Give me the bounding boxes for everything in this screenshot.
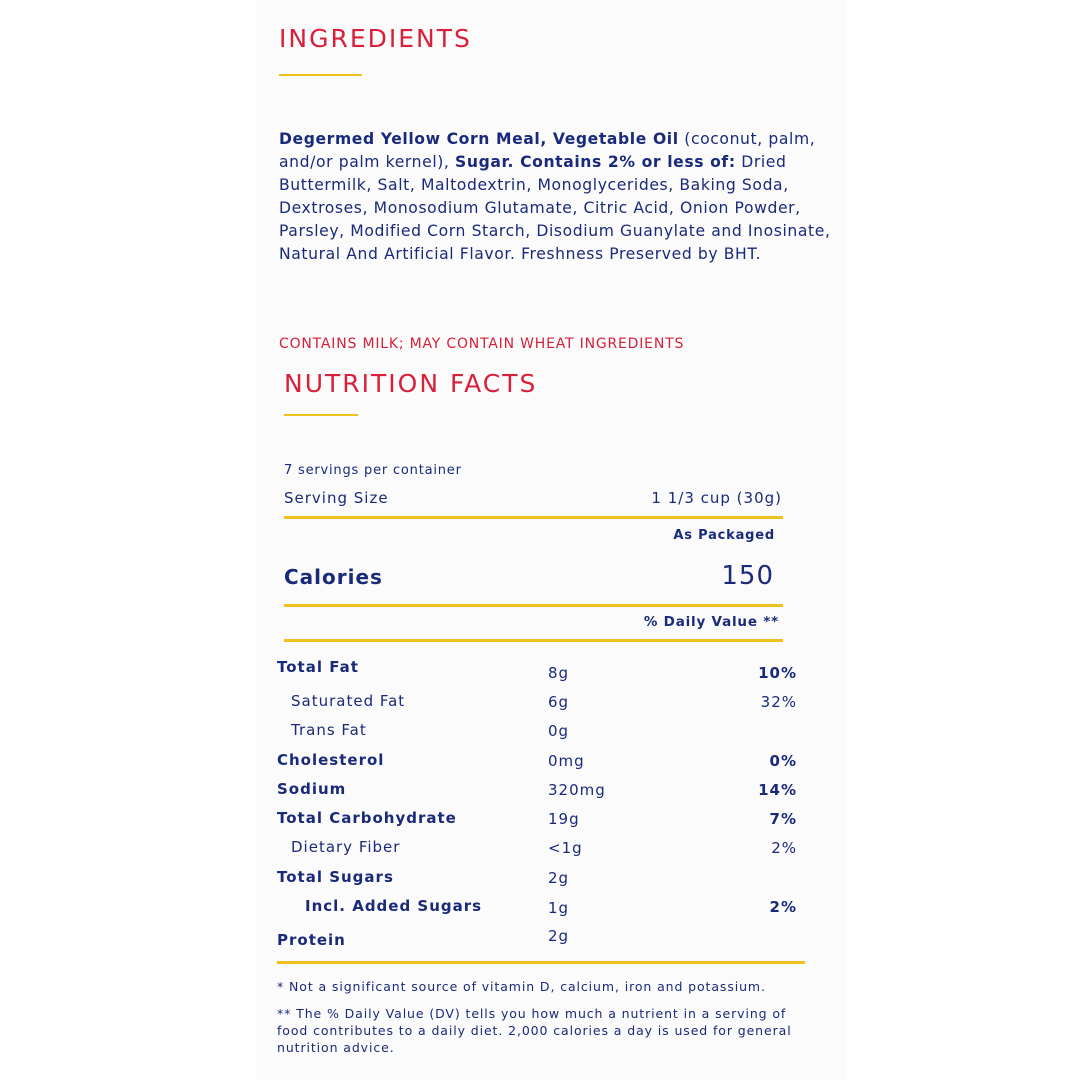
nutrient-name: Sodium — [277, 780, 347, 798]
nutrient-amount: 2g — [548, 869, 570, 887]
nutrient-amount: 320mg — [548, 781, 606, 799]
nutrition-heading: NUTRITION FACTS — [284, 369, 538, 398]
nutrient-amount: 8g — [548, 664, 570, 682]
nutrient-daily-value: 0% — [769, 752, 797, 770]
nutrient-row-trans-fat — [277, 721, 797, 745]
nutrient-daily-value: 10% — [758, 664, 797, 682]
daily-value-header: % Daily Value ** — [643, 614, 779, 630]
nutrient-name: Protein — [277, 931, 346, 949]
nutrient-name: Dietary Fiber — [291, 838, 401, 856]
calories-value: 150 — [721, 561, 774, 591]
ingredients-heading: INGREDIENTS — [279, 24, 472, 53]
nutrient-row-protein — [277, 927, 797, 955]
nutrient-row-added-sugars — [277, 897, 797, 921]
serving-rule — [284, 516, 783, 519]
nutrient-amount: <1g — [548, 839, 583, 857]
ingredients-list — [279, 128, 849, 266]
nutrient-name: Total Sugars — [277, 868, 394, 886]
daily-value-rule — [284, 639, 783, 642]
ingredients-heading-rule — [279, 74, 362, 76]
nutrient-daily-value: 32% — [760, 693, 797, 711]
serving-size-label: Serving Size — [284, 489, 389, 507]
ingredients-bold-2: Sugar. Contains 2% or less of: — [455, 153, 736, 171]
nutrients-bottom-rule — [277, 961, 805, 964]
as-packaged-label: As Packaged — [673, 528, 775, 543]
serving-size-value: 1 1/3 cup (30g) — [651, 489, 782, 507]
nutrient-daily-value: 14% — [758, 781, 797, 799]
nutrient-row-sodium — [277, 780, 797, 804]
nutrient-row-total-carbohydrate — [277, 809, 797, 833]
ingredients-text-1: (coconut, palm, and/or palm kernel), — [279, 130, 816, 171]
nutrient-name: Total Fat — [277, 658, 359, 676]
nutrient-daily-value: 2% — [769, 898, 797, 916]
ingredients-text-2: Dried Buttermilk, Salt, Maltodextrin, Monoglycerides, Baking Soda, Dextroses, Monosodium Glutamate, Citric Acid, Onion Powder, Parsley, Modified Corn Starch, Disodium Guanylate and Inosinate, Natural And Artificial Flavor. Freshness Preserved by BHT. — [279, 153, 831, 263]
nutrient-row-total-sugars — [277, 868, 797, 892]
nutrient-name: Total Carbohydrate — [277, 809, 457, 827]
nutrient-row-total-fat — [277, 658, 797, 682]
nutrient-amount: 0mg — [548, 752, 585, 770]
nutrient-row-saturated-fat — [277, 692, 797, 716]
nutrient-amount: 6g — [548, 693, 570, 711]
nutrient-name: Saturated Fat — [291, 692, 406, 710]
nutrient-amount: 19g — [548, 810, 580, 828]
calories-label: Calories — [284, 565, 383, 589]
nutrient-daily-value: 7% — [769, 810, 797, 828]
ingredients-bold-1: Degermed Yellow Corn Meal, Vegetable Oil — [279, 130, 679, 148]
allergen-statement: CONTAINS MILK; MAY CONTAIN WHEAT INGREDIENTS — [279, 336, 685, 352]
footnote-vitamins: * Not a significant source of vitamin D, calcium, iron and potassium. — [277, 979, 766, 994]
nutrient-name: Cholesterol — [277, 751, 385, 769]
nutrient-amount: 2g — [548, 927, 570, 945]
nutrient-row-dietary-fiber — [277, 838, 797, 862]
servings-per-container: 7 servings per container — [284, 463, 462, 478]
nutrition-heading-rule — [284, 414, 358, 416]
calories-rule — [284, 604, 783, 607]
nutrient-name: Incl. Added Sugars — [305, 897, 483, 915]
footnote-daily-value: ** The % Daily Value (DV) tells you how much a nutrient in a serving of food contributes to a daily diet. 2,000 calories a day is used for general nutrition advice. — [277, 1006, 792, 1055]
nutrient-row-cholesterol — [277, 751, 797, 775]
nutrient-name: Trans Fat — [291, 721, 367, 739]
nutrient-amount: 1g — [548, 899, 570, 917]
nutrient-daily-value: 2% — [771, 839, 797, 857]
nutrient-amount: 0g — [548, 722, 570, 740]
